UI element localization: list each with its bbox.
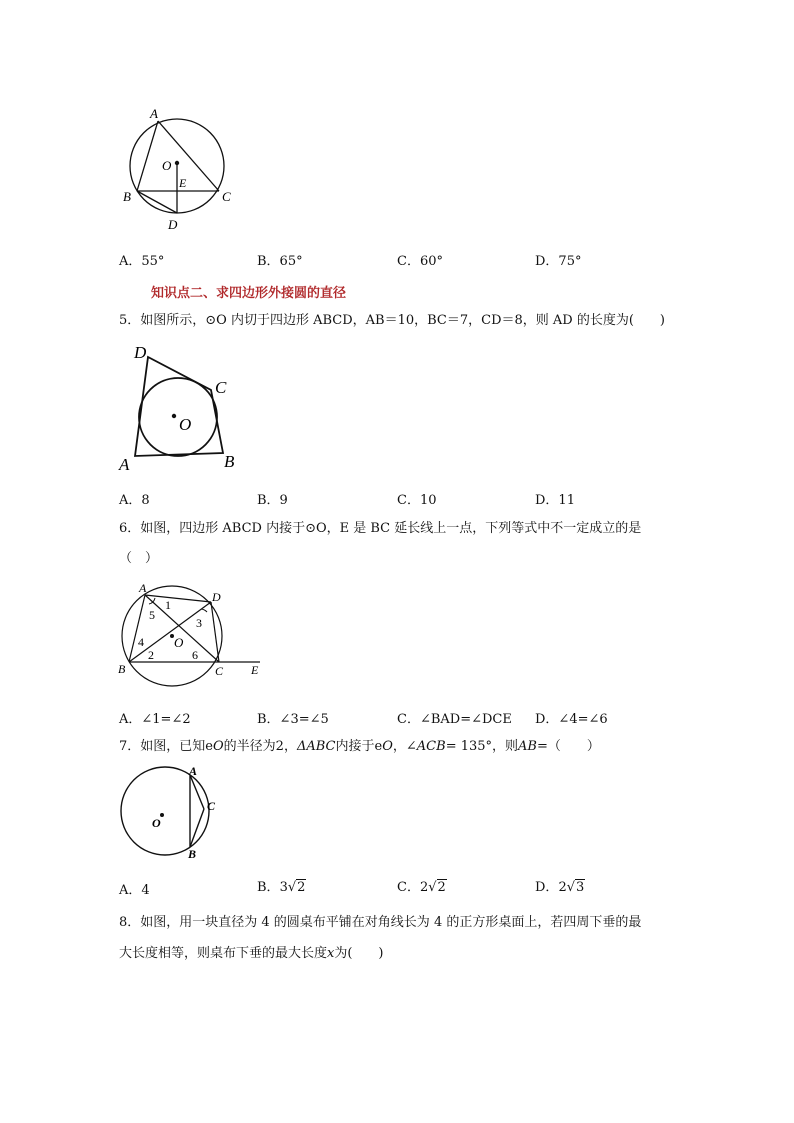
q7-option-d-radicand: 3 <box>576 880 585 895</box>
q7-text <box>119 737 600 757</box>
q6-option-a: A．∠1=∠2 <box>119 712 191 727</box>
q8-text-line2 <box>119 944 384 964</box>
q4-option-b: B．65° <box>257 254 303 269</box>
q6-option-d: D．∠4=∠6 <box>535 712 608 727</box>
q7-circle <box>121 767 209 855</box>
q6-figure <box>115 580 270 692</box>
q7-option-c-radicand: 2 <box>437 880 446 895</box>
q6-label-C: C <box>215 664 224 678</box>
q7-circle-symbol-2: e <box>374 739 383 754</box>
q4-label-D: D <box>168 217 178 232</box>
q6-angle-mark-D <box>201 609 207 612</box>
q4-center-dot <box>175 161 179 165</box>
q6-label-n1: 1 <box>165 598 171 612</box>
q7-circle-o: O <box>212 739 224 754</box>
q5-option-c: C．10 <box>397 493 437 508</box>
q7-option-b-prefix: B． <box>257 880 280 895</box>
q6-label-D: D <box>212 590 221 604</box>
q6-label-n2: 2 <box>148 648 154 662</box>
q4-option-d: D．75° <box>535 254 582 269</box>
q7-option-c <box>397 876 447 895</box>
q4-option-a: A．55° <box>119 254 165 269</box>
q7-label-A: A <box>189 764 198 778</box>
q7-angle-value: = 135° <box>445 739 493 754</box>
q4-line-BD <box>137 191 177 213</box>
q5-incircle <box>139 378 217 456</box>
q7-mid3: 内接于 <box>335 739 375 754</box>
q7-circle-symbol: e <box>205 739 213 754</box>
q5-label-A: A <box>119 455 130 474</box>
q7-mid5: ，则 <box>492 739 519 754</box>
q6-label-B: B <box>118 662 126 676</box>
q6-label-A: A <box>139 581 147 595</box>
q7-tail: =（ ） <box>537 739 600 754</box>
q6-label-n4: 4 <box>138 635 144 649</box>
q5-label-C: C <box>215 378 227 397</box>
q6-option-b: B．∠3=∠5 <box>257 712 329 727</box>
q7-mid4: ， <box>392 739 406 754</box>
q6-label-n3: 3 <box>196 616 202 630</box>
q7-option-d <box>535 876 585 895</box>
q4-line-AB <box>137 121 158 191</box>
q8-line2-suffix: 为( ) <box>334 946 384 961</box>
q7-label-O: O <box>152 816 161 830</box>
q7-angle: ∠ACB <box>405 739 446 754</box>
q8-text-line1: 8．如图，用一块直径为 4 的圆桌布平铺在对角线长为 4 的正方形桌面上，若四周下垂的最 <box>119 915 642 930</box>
q4-label-A: A <box>150 106 158 121</box>
q7-prefix: 7．如图，已知 <box>119 739 206 754</box>
q7-circle-o-2: O <box>382 739 393 754</box>
q7-triangle: ΔABC <box>296 739 336 754</box>
q7-option-b-sqrt: √2 <box>287 880 306 895</box>
q7-ab: AB <box>518 739 537 754</box>
q5-option-b: B．9 <box>257 493 288 508</box>
q7-option-b-radicand: 2 <box>297 880 306 895</box>
q7-option-a: A．4 <box>119 883 150 898</box>
q6-label-n6: 6 <box>192 648 198 662</box>
q8-variable-x: x <box>327 946 335 961</box>
q7-figure <box>115 763 230 863</box>
q5-option-a: A．8 <box>119 493 150 508</box>
q5-label-B: B <box>224 452 235 471</box>
q6-label-n5: 5 <box>149 608 155 622</box>
q4-option-c: C．60° <box>397 254 443 269</box>
q5-label-O: O <box>179 415 192 434</box>
q4-figure <box>115 100 255 235</box>
q6-option-c: C．∠BAD=∠DCE <box>397 712 512 727</box>
q7-mid2: ， <box>283 739 297 754</box>
q5-text: 5．如图所示，⊙O 内切于四边形 ABCD，AB＝10，BC＝7，CD＝8，则 AD 的长度为( ) <box>119 313 665 328</box>
section-heading: 知识点二、求四边形外接圆的直径 <box>151 286 347 301</box>
q8-line2-prefix: 大长度相等，则桌布下垂的最大长度 <box>119 946 328 961</box>
q7-mid1: 的半径为 <box>223 739 276 754</box>
q7-option-d-coef: 2 <box>558 880 567 895</box>
q6-text-line1: 6．如图，四边形 ABCD 内接于⊙O，E 是 BC 延长线上一点，下列等式中不一定成立的是 <box>119 521 642 536</box>
q7-option-b <box>257 876 306 895</box>
q5-option-d: D．11 <box>535 493 575 508</box>
q6-text-line2: （ ） <box>119 551 159 566</box>
q7-option-d-prefix: D． <box>535 880 559 895</box>
q4-label-B: B <box>123 189 131 204</box>
q7-label-C: C <box>207 799 216 813</box>
q7-option-c-prefix: C． <box>397 880 420 895</box>
q5-figure <box>115 340 250 475</box>
q7-option-c-sqrt: √2 <box>428 880 446 895</box>
q5-center-dot <box>172 414 176 418</box>
q4-label-O: O <box>162 158 172 173</box>
q7-option-d-sqrt: √3 <box>566 880 585 895</box>
q6-label-E: E <box>251 663 259 677</box>
q7-label-B: B <box>188 847 197 861</box>
q4-label-C: C <box>222 189 231 204</box>
q4-label-E: E <box>179 176 187 190</box>
q5-label-D: D <box>134 343 147 362</box>
q7-radius: 2 <box>275 739 284 754</box>
q6-label-O: O <box>174 635 184 650</box>
q7-option-c-coef: 2 <box>419 880 429 895</box>
q6-line-AC <box>145 595 219 662</box>
q7-option-b-coef: 3 <box>279 880 288 895</box>
